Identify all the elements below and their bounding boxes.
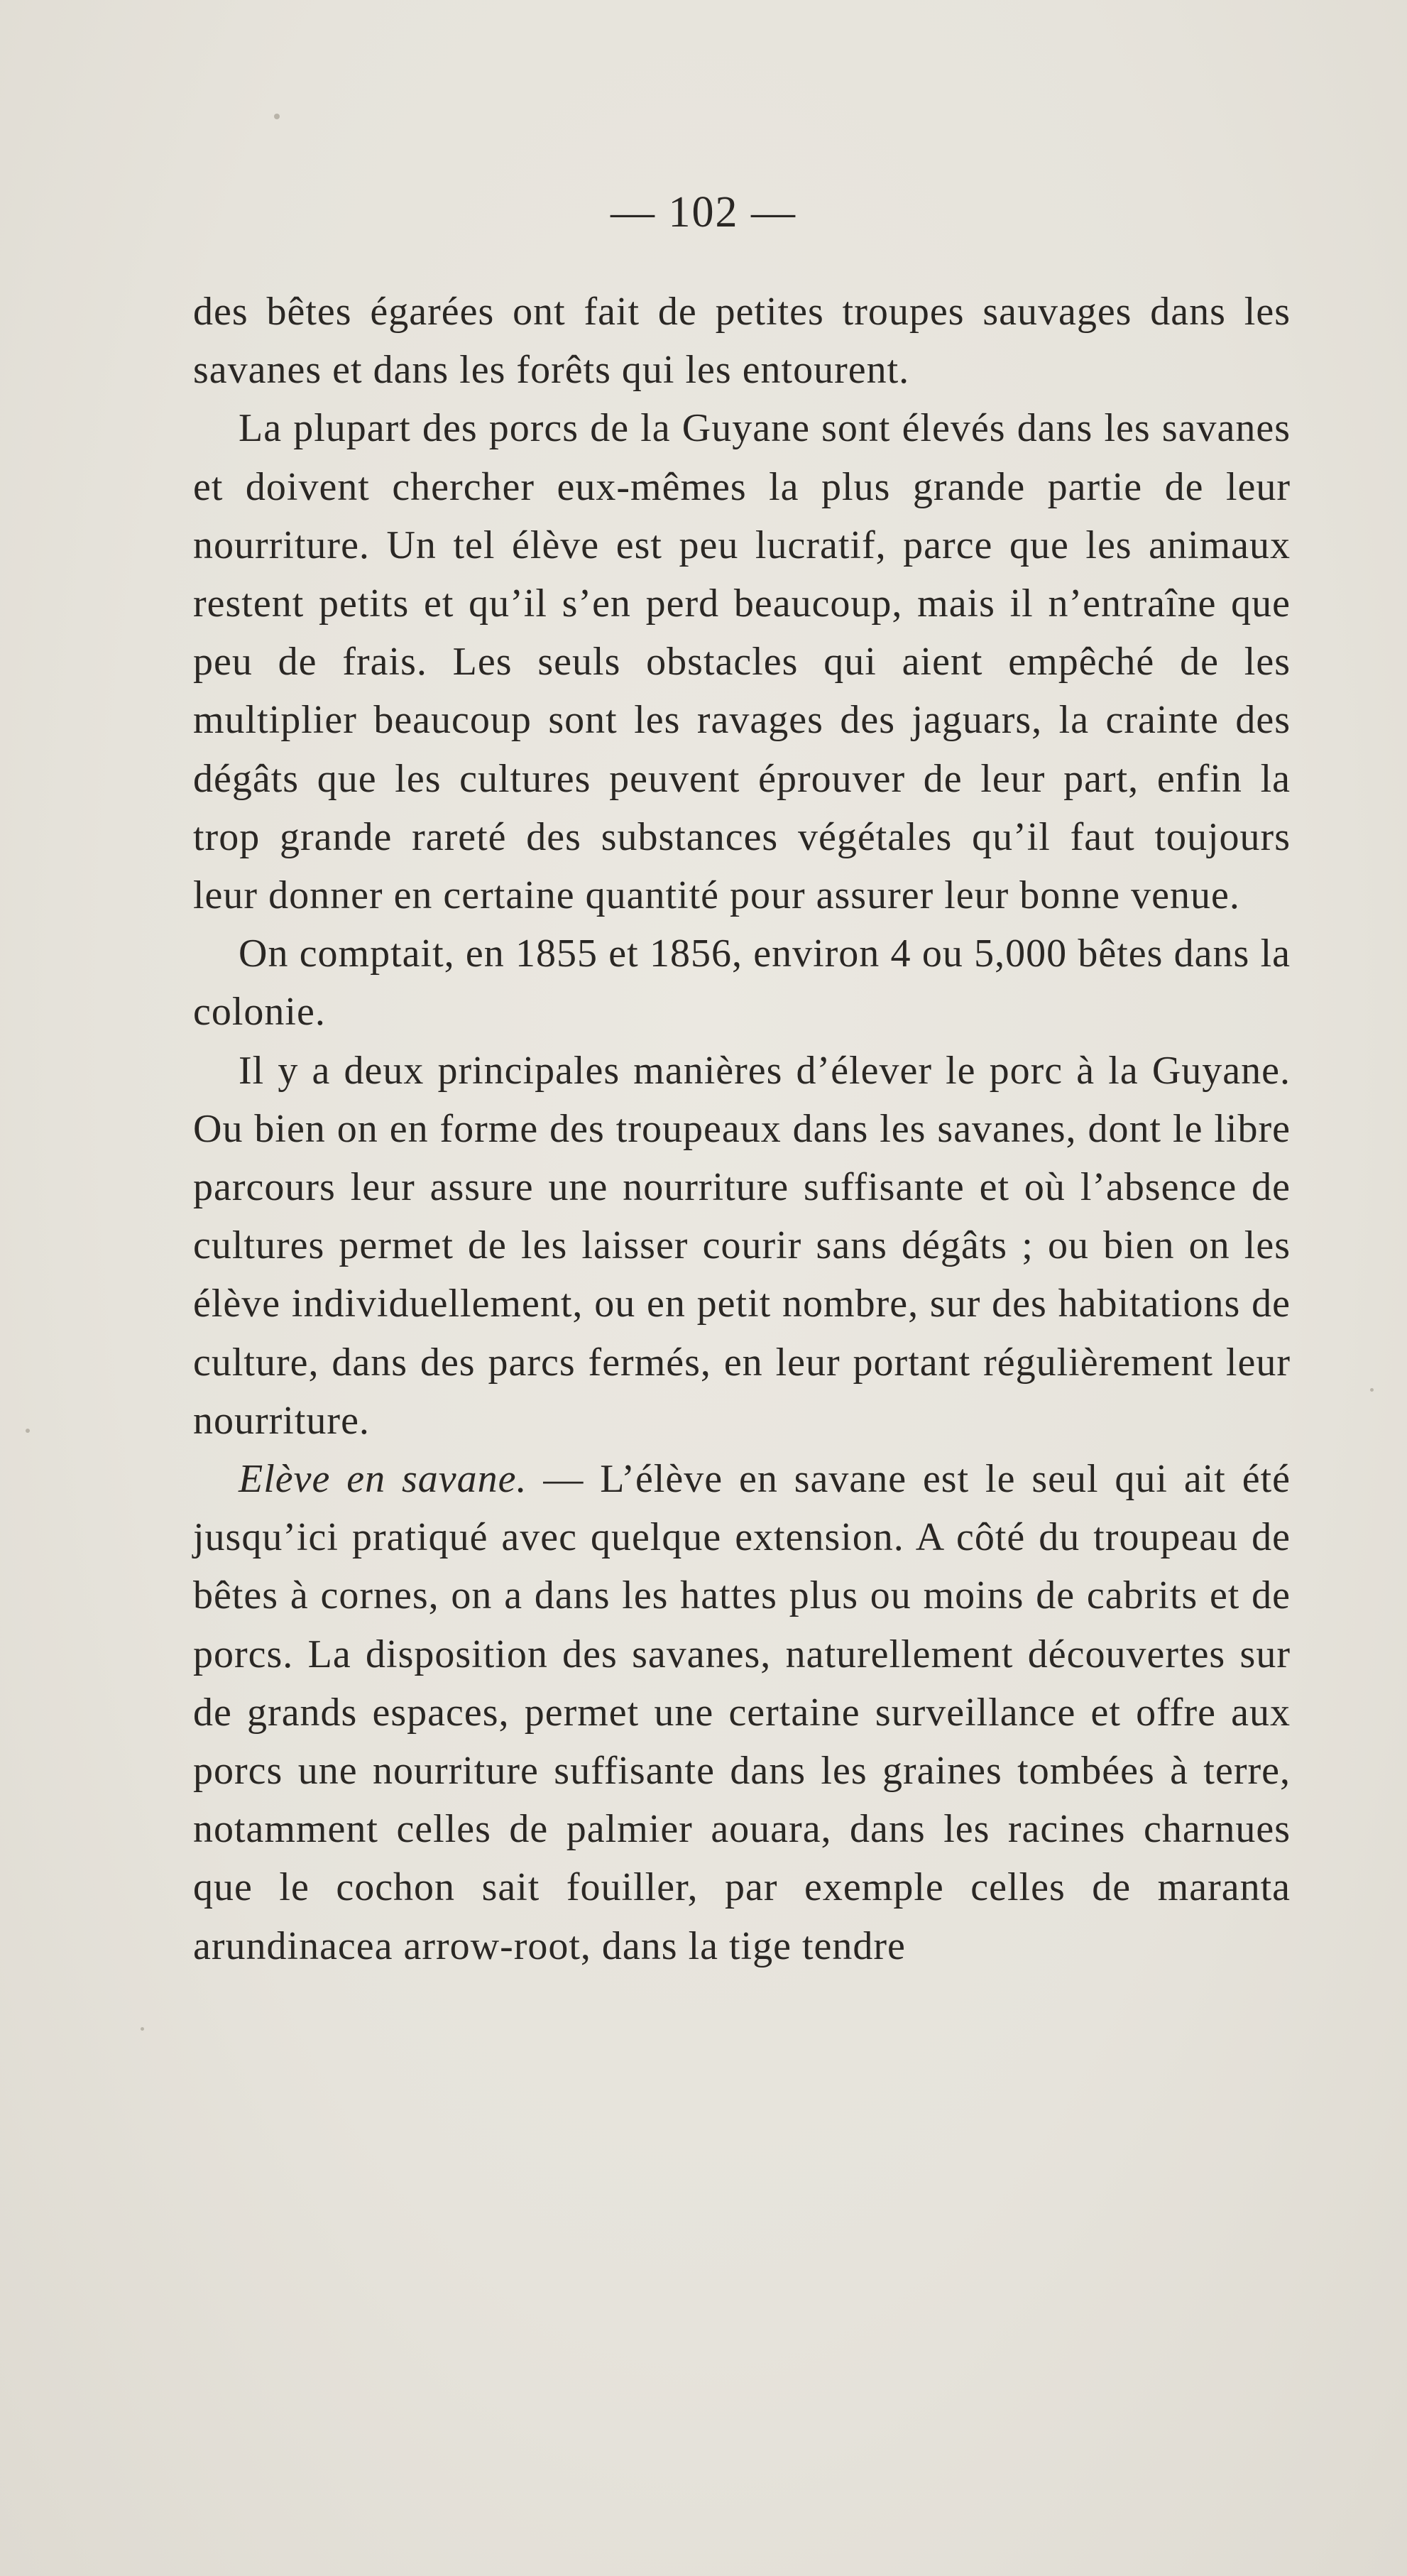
paragraph-4 xyxy=(193,1042,1291,1450)
paper-speck xyxy=(274,114,280,119)
paragraph-4-text: Il y a deux principales manières d’élever le porc à la Guyane. Ou bien on en forme des troupeaux dans les savanes, dont le libre parcours leur assure une nourriture suffisante et où l’absence de cultures permet de les laisser courir sans dégâts ; ou bien on les élève individuellement, ou en petit nombre, sur des habitations de culture, dans des parcs fermés, en leur portant régulièrement leur nourriture. xyxy=(193,1048,1291,1443)
paragraph-3 xyxy=(193,924,1291,1041)
paragraph-2-text: La plupart des porcs de la Guyane sont élevés dans les savanes et doivent chercher eux-mêmes la plus grande partie de leur nourriture. Un tel élève est peu lucratif, parce que les animaux restent petits et qu’il s’en perd beaucoup, mais il n’entraîne que peu de frais. Les seuls obstacles qui aient empêché de les multiplier beaucoup sont les ravages des jaguars, la crainte des dégâts que les cultures peuvent éprouver de leur part, enfin la trop grande rareté des substances végétales qu’il faut toujours leur donner en certaine quantité pour assurer leur bonne venue. xyxy=(193,406,1291,918)
paragraph-1-text: des bêtes égarées ont fait de petites troupes sauvages dans les savanes et dans les forêts qui les entourent. xyxy=(193,290,1291,393)
paragraph-3-text: On comptait, en 1855 et 1856, environ 4 ou 5,000 bêtes dans la colonie. xyxy=(193,932,1291,1035)
body-text xyxy=(193,283,1291,1975)
paragraph-1 xyxy=(193,283,1291,399)
paragraph-5-text: — L’élève en savane est le seul qui ait été jusqu’ici pratiqué avec quelque extension. A côté du troupeau de bêtes à cornes, on a dans les hattes plus ou moins de cabrits et de porcs. La disposition des savanes, naturellement découvertes sur de grands espaces, permet une certaine surveillance et offre aux porcs une nourriture suffisante dans les graines tombées à terre, notamment celles de palmier aouara, dans les racines charnues que le cochon sait fouiller, par exemple celles de maranta arundinacea arrow-root, dans la tige tendre xyxy=(193,1457,1291,1968)
paper-speck xyxy=(1370,1388,1374,1392)
paper-speck xyxy=(141,2027,144,2031)
section-heading-eleve-en-savane: Elève en savane. xyxy=(239,1457,527,1502)
paragraph-2 xyxy=(193,399,1291,924)
paragraph-5 xyxy=(193,1450,1291,1975)
paper-speck xyxy=(26,1429,30,1433)
page-number: — 102 — xyxy=(611,188,796,236)
